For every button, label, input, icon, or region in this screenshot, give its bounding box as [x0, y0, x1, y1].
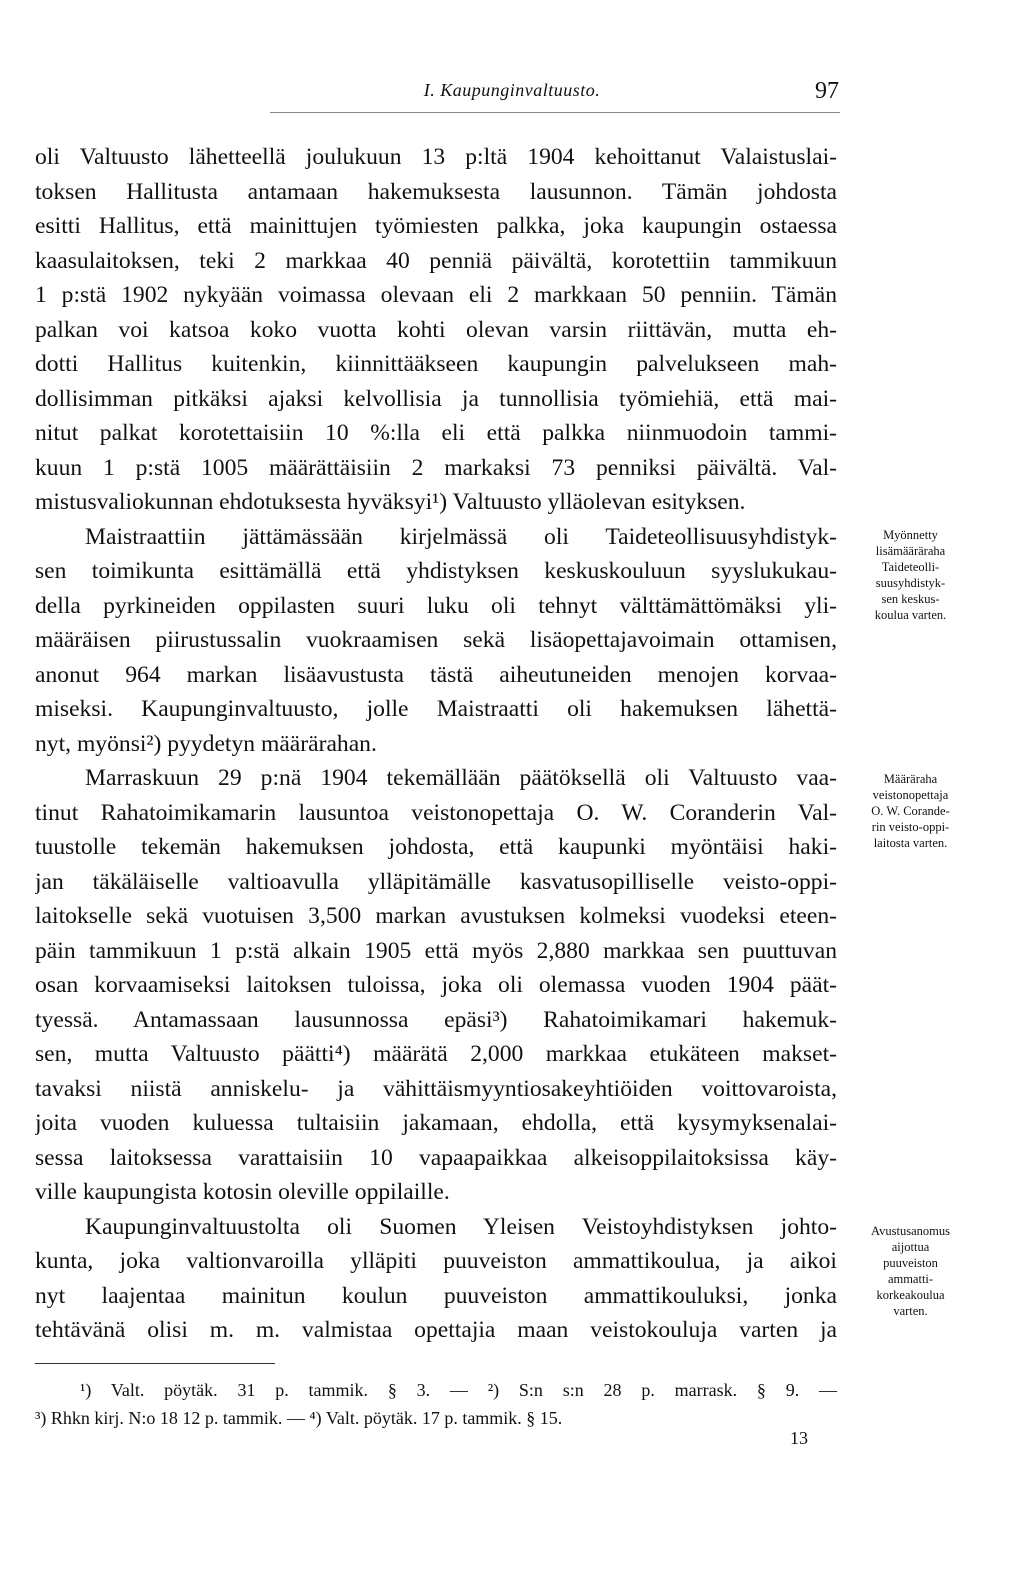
header-rule — [270, 112, 840, 113]
margin-note-line: Määräraha — [883, 772, 938, 786]
text-line: määräisen piirustussalin vuokraamisen sekä lisäopettajavoimain ottamisen, — [35, 627, 837, 653]
text-line: päin tammikuun 1 p:stä alkain 1905 että myös 2,880 markkaa sen puuttuvan — [35, 937, 837, 964]
paragraph-2 — [35, 520, 837, 762]
margin-note-line: sen keskus- — [881, 592, 940, 606]
margin-note-veisto — [848, 771, 973, 851]
text-line: kaasulaitoksen, teki 2 markkaa 40 penniä päivältä, korotettiin tammikuun — [35, 247, 837, 274]
footnote-rule — [35, 1363, 275, 1364]
text-line: kunta, joka valtionvaroilla ylläpiti puuveiston ammattikoulua, ja aikoi — [35, 1248, 837, 1274]
margin-note-line: puuveiston — [883, 1256, 938, 1270]
margin-note-avustusanomus — [848, 1223, 973, 1319]
text-line: oli Valtuusto lähetteellä joulukuun 13 p:ltä 1904 kehoittanut Valaistuslai- — [35, 144, 837, 170]
text-line: dollisimman pitkäksi ajaksi kelvollisia ja tunnollisia työmiehiä, että mai- — [35, 385, 837, 412]
text-line: ville kaupungista kotosin oleville oppilaille. — [35, 1179, 450, 1205]
main-text — [35, 140, 837, 1348]
text-line: tyessä. Antamassaan lausunnossa epäsi³) Rahatoimikamari hakemuk- — [35, 1006, 837, 1033]
text-line: Maistraattiin jättämässään kirjelmässä oli Taideteollisuusyhdistyk- — [85, 523, 837, 550]
text-line: della pyrkineiden oppilasten suuri luku oli tehnyt välttämättömäksi yli- — [35, 592, 837, 619]
margin-note-line: O. W. Corande- — [871, 804, 950, 818]
text-line: esitti Hallitus, että mainittujen työmiesten palkka, joka kaupungin ostaessa — [35, 213, 837, 239]
text-line: nyt, myönsi²) pyydetyn määrärahan. — [35, 730, 377, 757]
paragraph-3 — [35, 761, 837, 1210]
page-number: 97 — [815, 78, 839, 104]
margin-note-line: lisämääräraha — [875, 544, 946, 558]
text-line: joita vuoden kuluessa tultaisiin jakamaan, ehdolla, että kysymyksenalai- — [35, 1110, 837, 1136]
text-line: palkan voi katsoa koko vuotta kohti olevan varsin riittävän, mutta eh- — [35, 316, 837, 343]
text-line: kuun 1 p:stä 1005 määrättäisiin 2 markaksi 73 penniksi päivältä. Val- — [35, 454, 837, 481]
text-line: tehtävänä olisi m. m. valmistaa opettajia maan veistokouluja varten ja — [35, 1317, 837, 1343]
text-line: nitut palkat korotettaisiin 10 %:lla eli että palkka niinmuodoin tammi- — [35, 420, 837, 446]
margin-note-line: ammatti- — [887, 1272, 934, 1286]
text-line: jan täkäläiselle valtioavulla ylläpitämälle kasvatusopilliselle veisto-oppi- — [35, 868, 837, 895]
page-header — [0, 78, 1024, 118]
margin-note-line: rin veisto-oppi- — [871, 820, 950, 834]
footnote-line: ³) Rhkn kirj. N:o 18 12 p. tammik. — ⁴) Valt. pöytäk. 17 p. tammik. § 15. — [35, 1408, 563, 1428]
text-line: mistusvaliokunnan ehdotuksesta hyväksyi¹) Valtuusto ylläolevan esityksen. — [35, 489, 746, 515]
text-line: sen toimikunta esittämällä että yhdistyksen keskuskouluun syyslukukau- — [35, 558, 837, 584]
margin-note-line: varten. — [893, 1304, 928, 1318]
margin-note-taideteollisuus — [848, 527, 973, 623]
text-line: sessa laitoksessa varattaisiin 10 vapaapaikkaa alkeisoppilaitoksissa käy- — [35, 1144, 837, 1171]
text-line: laitokselle sekä vuotuisen 3,500 markan avustuksen kolmeksi vuodeksi eteen- — [35, 903, 837, 929]
printer-signature-mark: 13 — [790, 1428, 808, 1448]
margin-note-line: aijottua — [891, 1240, 930, 1254]
text-line: tinut Rahatoimikamarin lausuntoa veistonopettaja O. W. Coranderin Val- — [35, 799, 837, 826]
text-line: Kaupunginvaltuustolta oli Suomen Yleisen Veistoyhdistyksen johto- — [85, 1213, 837, 1240]
text-line: miseksi. Kaupunginvaltuusto, jolle Maistraatti oli hakemuksen lähettä- — [35, 696, 837, 722]
text-line: toksen Hallitusta antamaan hakemuksesta lausunnon. Tämän johdosta — [35, 178, 837, 205]
text-line: 1 p:stä 1902 nykyään voimassa olevaan eli 2 markkaan 50 penniin. Tämän — [35, 282, 837, 308]
text-line: dotti Hallitus kuitenkin, kiinnittääkseen kaupungin palvelukseen mah- — [35, 351, 837, 377]
text-line: osan korvaamiseksi laitoksen tuloissa, joka oli olemassa vuoden 1904 päät- — [35, 972, 837, 998]
margin-note-line: Avustusanomus — [871, 1224, 950, 1238]
margin-note-line: suusyhdistyk- — [875, 576, 946, 590]
margin-note-line: koulua varten. — [874, 608, 947, 622]
margin-note-line: Taideteolli- — [881, 560, 940, 574]
text-line: anonut 964 markan lisäavustusta tästä aiheutuneiden menojen korvaa- — [35, 661, 837, 688]
text-line: nyt laajentaa mainitun koulun puuveiston ammattikouluksi, jonka — [35, 1282, 837, 1309]
text-line: tavaksi niistä anniskelu- ja vähittäismyyntiosakeyhtiöiden voittovaroista, — [35, 1075, 837, 1102]
paragraph-4 — [35, 1210, 837, 1348]
text-line: tuustolle tekemän hakemuksen johdosta, että kaupunki myöntäisi haki- — [35, 834, 837, 860]
paragraph-1 — [35, 140, 837, 520]
margin-note-line: Myönnetty — [883, 528, 938, 542]
margin-note-line: veistonopettaja — [872, 788, 949, 802]
text-line: sen, mutta Valtuusto päätti⁴) määrätä 2,000 markkaa etukäteen makset- — [35, 1041, 837, 1067]
text-line: Marraskuun 29 p:nä 1904 tekemällään päätöksellä oli Valtuusto vaa- — [85, 765, 837, 791]
margin-note-line: korkeakoulua — [876, 1288, 945, 1302]
footnotes — [35, 1376, 837, 1432]
margin-note-line: laitosta varten. — [873, 836, 948, 850]
footnote-line: ¹) Valt. pöytäk. 31 p. tammik. § 3. — ²) S:n s:n 28 p. marrask. § 9. — — [80, 1380, 837, 1400]
running-title: I. Kaupunginvaltuusto. — [423, 80, 601, 100]
